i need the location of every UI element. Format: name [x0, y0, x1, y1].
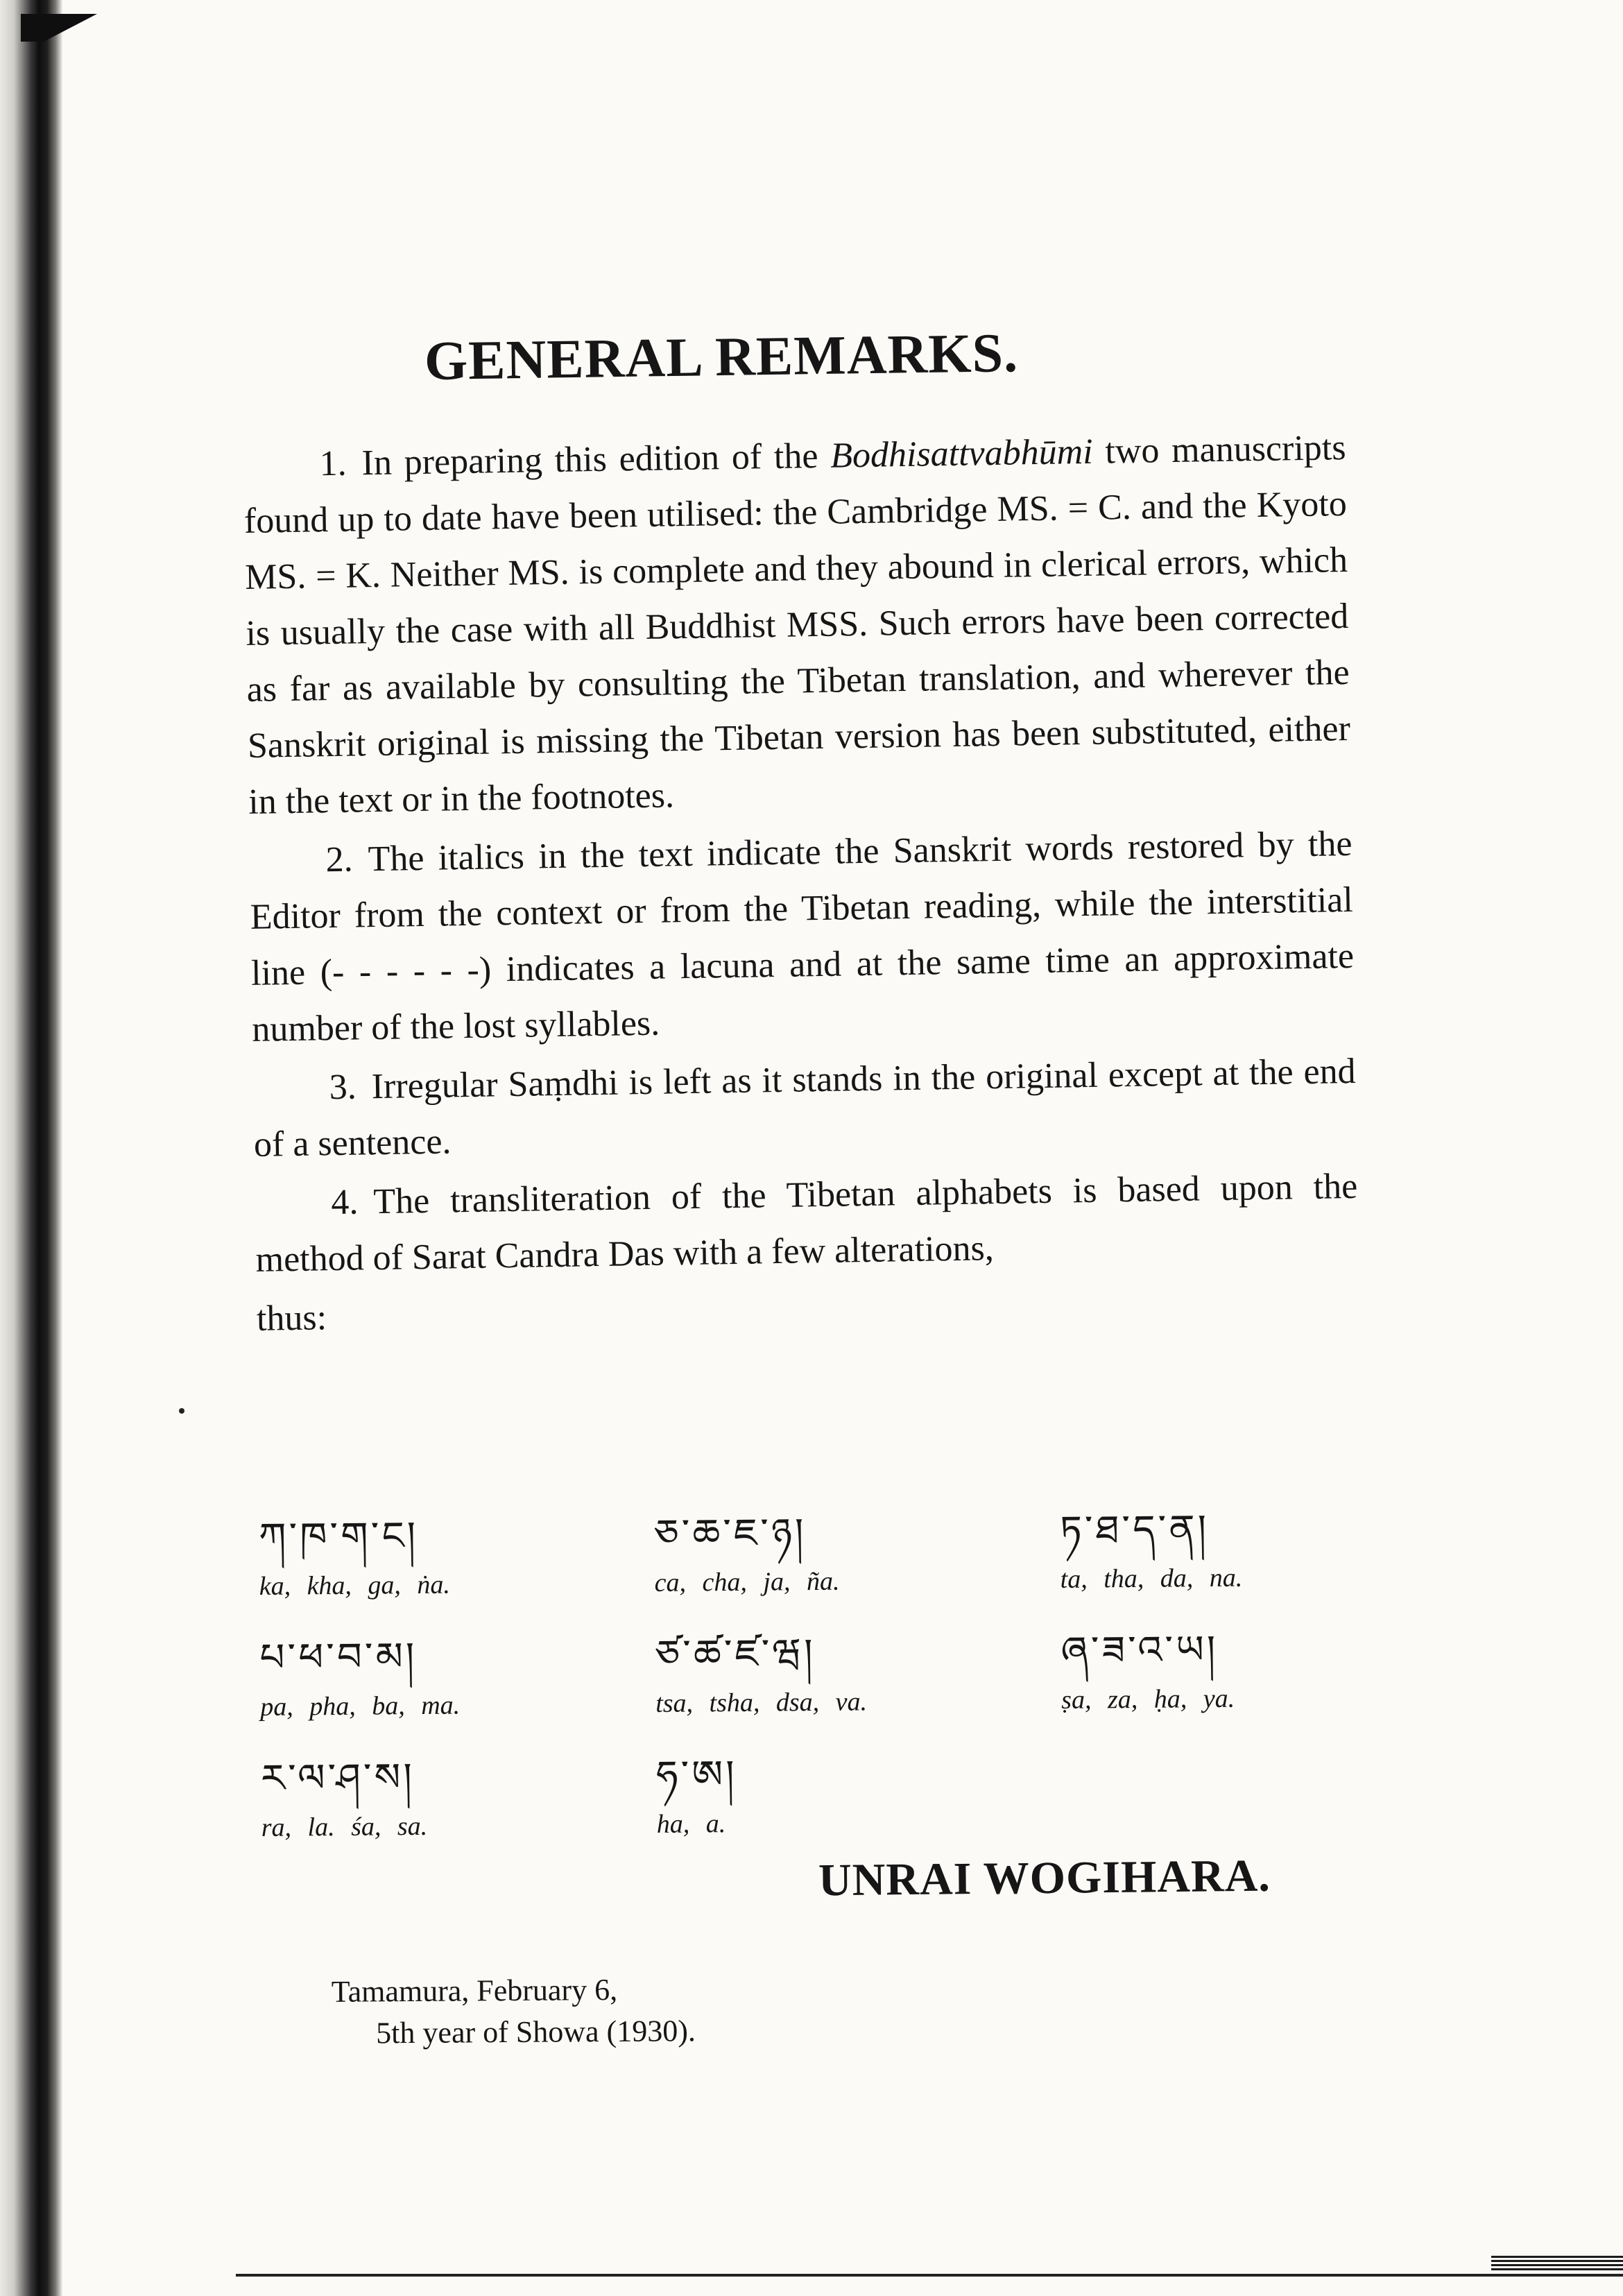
- transliteration: tsa, tsha, dsa, va.: [655, 1687, 868, 1719]
- tibetan-letters: ཏ་ཐ་ད་ན།: [1059, 1507, 1210, 1553]
- transliteration: ta, tha, da, na.: [1060, 1563, 1243, 1594]
- tibetan-letters: ཞ་ཟ་འ་ཡ།: [1060, 1627, 1219, 1674]
- tibetan-letters: ཅ་ཆ་ཇ་ཉ།: [653, 1510, 807, 1557]
- remark-1-text-b: two manuscripts found up to date have been utilised: the Cambridge MS. = C. and the Kyoto MS. = K. Neither MS. is complete and they abound in clerical errors, which is usually the case with all Buddhist MSS. Such errors have been corrected as far as available by consulting the Tibetan translation, and wherever the Sanskrit original is missing the Tibetan version has been substituted, either in the text or in the footnotes.: [243, 428, 1351, 822]
- remark-1-text-a: In preparing this edition of the: [361, 436, 831, 483]
- place-date-line-1: Tamamura, February 6,: [331, 1972, 618, 2009]
- transliteration: ṣa, za, ḥa, ya.: [1061, 1684, 1235, 1715]
- remark-number: 2.: [325, 839, 354, 880]
- alphabet-column-3: [1060, 1500, 1423, 1745]
- thus-label: thus:: [256, 1298, 327, 1339]
- remark-1: [243, 420, 1352, 830]
- place-and-date: [332, 1969, 696, 2055]
- ink-speck: [179, 1408, 184, 1414]
- alphabet-column-2: [654, 1503, 1018, 1869]
- transliteration: ka, kha, ga, ṅa.: [259, 1570, 451, 1601]
- bottom-rule: [236, 2274, 1623, 2277]
- alphabet-group: [259, 1507, 620, 1631]
- alphabet-group: [655, 1624, 1016, 1748]
- tibetan-letters: ཀ་ཁ་ག་ང།: [258, 1513, 419, 1560]
- alphabet-group: [261, 1748, 622, 1872]
- tibetan-alphabet-table: [259, 1500, 1371, 1871]
- alphabet-group: [259, 1627, 621, 1751]
- remark-3-text: Irregular Saṃdhi is left as it stands in the original except at the end of a sentence.: [253, 1051, 1357, 1165]
- book-spine-shadow: [0, 0, 62, 2296]
- remark-3: [252, 1043, 1357, 1173]
- title-bodhisattvabhumi: Bodhisattvabhūmi: [830, 431, 1094, 476]
- remark-number: 1.: [319, 443, 347, 484]
- transliteration: ha, a.: [656, 1809, 726, 1839]
- remark-number: 3.: [329, 1067, 357, 1108]
- remark-4-text: The transliteration of the Tibetan alphabets is based upon the method of Sarat Candra Das with a few alterations,: [255, 1166, 1358, 1280]
- transliteration: ra, la. śa, sa.: [261, 1811, 428, 1842]
- author-signature: UNRAI WOGIHARA.: [818, 1850, 1271, 1906]
- place-date-line-2: 5th year of Showa (1930).: [376, 2014, 696, 2050]
- alphabet-group: [1060, 1620, 1422, 1745]
- page-title: GENERAL REMARKS.: [424, 323, 1019, 392]
- alphabet-group: [1060, 1500, 1421, 1624]
- remark-2: [249, 816, 1355, 1058]
- remark-2-text: The italics in the text indicate the Sanskrit words restored by the Editor from the context or from the Tibetan reading, while the interstitial line (- - - - - -) indicates a lacuna and at the same time an approximate number of the lost syllables.: [250, 823, 1355, 1050]
- remark-number: 4.: [330, 1182, 359, 1223]
- alphabet-group: [654, 1503, 1015, 1627]
- alphabet-group: [656, 1745, 1017, 1869]
- remarks-body: [243, 420, 1359, 1350]
- tibetan-letters: པ་ཕ་བ་མ།: [259, 1634, 418, 1681]
- tibetan-letters: ཙ་ཚ་ཛ་ཝ།: [655, 1630, 816, 1678]
- transliteration: ca, cha, ja, ña.: [654, 1566, 840, 1598]
- bottom-rule-lines: [1491, 2256, 1623, 2271]
- alphabet-column-1: [259, 1507, 623, 1872]
- tibetan-letters: ར་ལ་ཤ་ས།: [260, 1755, 415, 1801]
- transliteration: pa, pha, ba, ma.: [260, 1690, 461, 1722]
- remark-4: [255, 1158, 1359, 1288]
- tibetan-letters: ཧ་ཨ།: [655, 1751, 737, 1799]
